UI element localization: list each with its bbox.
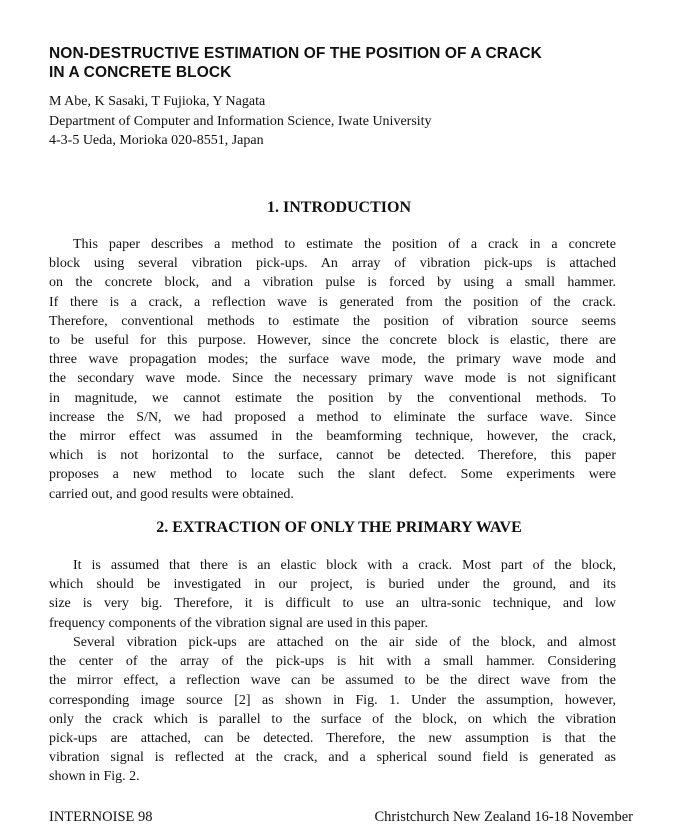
text-line: the center of the array of the pick-ups is hit with a small hammer. Considering xyxy=(49,654,616,670)
footer-conference: INTERNOISE 98 xyxy=(49,809,153,825)
extraction-paragraph-1 xyxy=(49,556,616,633)
text-line: vibration signal is reflected at the crack, and a spherical sound field is generated as xyxy=(49,750,616,766)
text-line: three wave propagation modes; the surface wave mode, the primary wave mode and xyxy=(49,352,616,368)
footer-location-date: Christchurch New Zealand 16-18 November xyxy=(374,809,633,825)
text-line: the mirror effect was assumed in the beamforming technique, however, the crack, xyxy=(49,429,616,445)
text-line: in magnitude, we cannot estimate the position by the conventional methods. To xyxy=(49,390,616,406)
extraction-paragraph-2 xyxy=(49,633,616,787)
text-line: the mirror effect, a reflection wave can be assumed to be the direct wave from the xyxy=(49,673,616,689)
text-line: only the crack which is parallel to the surface of the block, on which the vibration xyxy=(49,711,616,727)
text-line: This paper describes a method to estimate the position of a crack in a concrete xyxy=(73,237,616,252)
author-block xyxy=(49,92,649,151)
text-line: on the concrete block, and a vibration pulse is forced by using a small hammer. xyxy=(49,275,616,291)
title-line: NON-DESTRUCTIVE ESTIMATION OF THE POSITION OF A CRACK xyxy=(49,45,542,62)
text-line: to be useful for this purpose. However, since the concrete block is elastic, there are xyxy=(49,333,616,349)
introduction-paragraph xyxy=(49,235,616,504)
text-line: block using several vibration pick-ups. An array of vibration pick-ups is attached xyxy=(49,256,616,272)
title-line: IN A CONCRETE BLOCK xyxy=(49,64,232,81)
text-line: which should be investigated in our project, is buried under the ground, and its xyxy=(49,577,616,593)
text-line: size is very big. Therefore, it is difficult to use an ultra-sonic technique, and low xyxy=(49,596,616,612)
author-address: 4-3-5 Ueda, Morioka 020-8551, Japan xyxy=(49,133,264,148)
text-line: pick-ups are attached, can be detected. Therefore, the new assumption is that the xyxy=(49,731,616,747)
text-line: corresponding image source [2] as shown in Fig. 1. Under the assumption, however, xyxy=(49,692,616,708)
author-affiliation: Department of Computer and Information Science, Iwate University xyxy=(49,113,432,129)
paper-title xyxy=(49,44,649,82)
text-line: frequency components of the vibration signal are used in this paper. xyxy=(49,615,429,631)
author-names: M Abe, K Sasaki, T Fujioka, Y Nagata xyxy=(49,94,266,109)
section-heading-introduction: 1. INTRODUCTION xyxy=(266,199,411,216)
text-line: proposes a new method to locate such the slant defect. Some experiments were xyxy=(49,467,616,483)
text-line: shown in Fig. 2. xyxy=(49,769,140,785)
text-line: It is assumed that there is an elastic block with a crack. Most part of the block, xyxy=(73,558,616,573)
text-line: which is not horizontal to the surface, cannot be detected. Therefore, this paper xyxy=(49,448,616,464)
page-footer xyxy=(49,806,633,828)
text-line: carried out, and good results were obtained. xyxy=(49,486,294,502)
section-heading-extraction: 2. EXTRACTION OF ONLY THE PRIMARY WAVE xyxy=(156,519,522,536)
text-line: the secondary wave mode. Since the necessary primary wave mode is not significant xyxy=(49,371,616,387)
text-line: If there is a crack, a reflection wave is generated from the position of the crack. xyxy=(49,294,616,310)
text-line: Therefore, conventional methods to estimate the position of vibration source seems xyxy=(49,313,616,329)
text-line: increase the S/N, we had proposed a method to eliminate the surface wave. Since xyxy=(49,409,616,425)
text-line: Several vibration pick-ups are attached on the air side of the block, and almost xyxy=(73,635,616,650)
